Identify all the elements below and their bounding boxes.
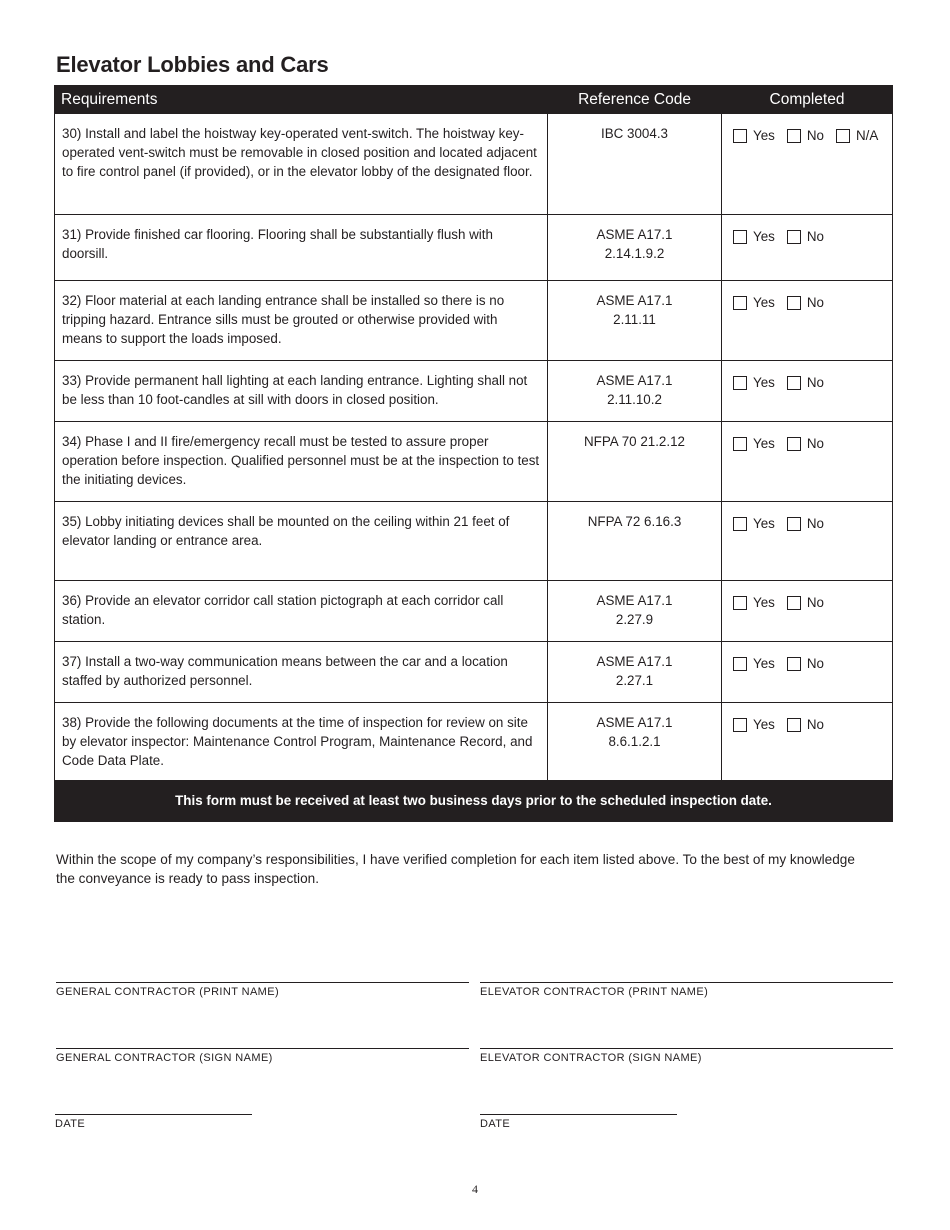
requirement-text: 30) Install and label the hoistway key-operated vent-switch. The hoistway key-operated vent-switch must be removable in closed position and located adjacent to fire control panel (if provided), or in the elevator lobby of the designated floor. <box>55 114 548 215</box>
ec-sign-name-field[interactable] <box>480 1048 893 1064</box>
requirements-body <box>55 114 893 781</box>
reference-code-line: IBC 3004.3 <box>601 126 668 141</box>
signature-line <box>480 1114 677 1115</box>
gc-sign-name-label: GENERAL CONTRACTOR (SIGN NAME) <box>56 1052 273 1064</box>
no-checkbox-option[interactable] <box>787 655 824 674</box>
table-row <box>55 703 893 781</box>
completed-options <box>722 215 893 281</box>
verification-statement: Within the scope of my company’s responsibilities, I have verified completion for each item listed above. To the best of my knowledge the conveyance is ready to pass inspection. <box>56 852 855 886</box>
reference-code <box>548 114 722 215</box>
yes-checkbox[interactable] <box>733 657 747 671</box>
reference-code-line: NFPA 72 6.16.3 <box>587 514 682 529</box>
completed-options <box>722 422 893 502</box>
no-checkbox-option[interactable] <box>787 435 824 454</box>
reference-code-line: 2.27.9 <box>615 611 654 627</box>
na-checkbox[interactable] <box>836 129 850 143</box>
ec-sign-name-label: ELEVATOR CONTRACTOR (SIGN NAME) <box>480 1052 702 1064</box>
header-completed: Completed <box>722 86 893 114</box>
no-checkbox-label: No <box>806 717 824 732</box>
no-checkbox-option[interactable] <box>787 515 824 534</box>
yes-checkbox[interactable] <box>733 517 747 531</box>
no-checkbox-label: No <box>806 436 824 451</box>
header-reference-code: Reference Code <box>548 86 722 114</box>
no-checkbox-label: No <box>806 229 824 244</box>
requirement-text: 36) Provide an elevator corridor call station pictograph at each corridor call station. <box>55 581 548 642</box>
yes-checkbox[interactable] <box>733 296 747 310</box>
completed-options <box>722 581 893 642</box>
reference-code-line: 8.6.1.2.1 <box>608 733 661 749</box>
no-checkbox[interactable] <box>787 296 801 310</box>
reference-code-line: ASME A17.1 <box>596 373 673 388</box>
reference-code <box>548 642 722 703</box>
gc-print-name-field[interactable] <box>56 982 469 998</box>
yes-checkbox[interactable] <box>733 596 747 610</box>
reference-code <box>548 422 722 502</box>
no-checkbox[interactable] <box>787 230 801 244</box>
yes-checkbox-option[interactable] <box>733 294 775 313</box>
table-row <box>55 502 893 581</box>
header-requirements: Requirements <box>55 86 548 114</box>
signature-line <box>55 1114 252 1115</box>
yes-checkbox-label: Yes <box>753 229 775 244</box>
no-checkbox-option[interactable] <box>787 228 824 247</box>
yes-checkbox-option[interactable] <box>733 374 775 393</box>
requirement-text: 38) Provide the following documents at the time of inspection for review on site by elevator inspector: Maintenance Control Program, Maintenance Record, and Code Data Plate. <box>55 703 548 781</box>
no-checkbox-option[interactable] <box>787 294 824 313</box>
no-checkbox-label: No <box>806 656 824 671</box>
reference-code-line: 2.27.1 <box>615 672 654 688</box>
reference-code <box>548 361 722 422</box>
yes-checkbox-option[interactable] <box>733 435 775 454</box>
yes-checkbox-option[interactable] <box>733 228 775 247</box>
completed-options <box>722 281 893 361</box>
requirement-text: 33) Provide permanent hall lighting at each landing entrance. Lighting shall not be less than 10 foot-candles at sill with doors in closed position. <box>55 361 548 422</box>
completed-options <box>722 502 893 581</box>
requirement-text: 31) Provide finished car flooring. Flooring shall be substantially flush with doorsill. <box>55 215 548 281</box>
no-checkbox-label: No <box>806 595 824 610</box>
requirement-text: 37) Install a two-way communication means between the car and a location staffed by authorized personnel. <box>55 642 548 703</box>
no-checkbox-label: No <box>806 128 824 143</box>
yes-checkbox[interactable] <box>733 437 747 451</box>
na-checkbox-label: N/A <box>855 128 879 143</box>
gc-print-name-label: GENERAL CONTRACTOR (PRINT NAME) <box>56 986 280 998</box>
gc-date-field[interactable] <box>55 1114 252 1130</box>
signature-line <box>56 1048 469 1049</box>
yes-checkbox-label: Yes <box>753 375 775 390</box>
ec-print-name-label: ELEVATOR CONTRACTOR (PRINT NAME) <box>480 986 709 998</box>
yes-checkbox-option[interactable] <box>733 127 775 146</box>
reference-code-line: ASME A17.1 <box>596 293 673 308</box>
completed-options <box>722 114 893 215</box>
no-checkbox[interactable] <box>787 718 801 732</box>
yes-checkbox-label: Yes <box>753 436 775 451</box>
table-row <box>55 215 893 281</box>
yes-checkbox-label: Yes <box>753 516 775 531</box>
requirement-text: 34) Phase I and II fire/emergency recall must be tested to assure proper operation before inspection. Qualified personnel must be at the inspection to test the initiating devices. <box>55 422 548 502</box>
yes-checkbox-label: Yes <box>753 656 775 671</box>
yes-checkbox-option[interactable] <box>733 594 775 613</box>
yes-checkbox-label: Yes <box>753 595 775 610</box>
signature-line <box>56 982 469 983</box>
no-checkbox[interactable] <box>787 517 801 531</box>
gc-sign-name-field[interactable] <box>56 1048 469 1064</box>
completed-options <box>722 361 893 422</box>
no-checkbox-option[interactable] <box>787 594 824 613</box>
reference-code <box>548 215 722 281</box>
reference-code <box>548 502 722 581</box>
yes-checkbox[interactable] <box>733 129 747 143</box>
no-checkbox[interactable] <box>787 596 801 610</box>
no-checkbox-option[interactable] <box>787 374 824 393</box>
reference-code <box>548 281 722 361</box>
reference-code-line: ASME A17.1 <box>596 227 673 242</box>
completed-options <box>722 642 893 703</box>
deadline-note-row <box>55 781 893 822</box>
requirement-text: 35) Lobby initiating devices shall be mounted on the ceiling within 21 feet of elevator landing or entrance area. <box>55 502 548 581</box>
reference-code-line: ASME A17.1 <box>596 715 673 730</box>
yes-checkbox[interactable] <box>733 230 747 244</box>
yes-checkbox-label: Yes <box>753 717 775 732</box>
requirements-table <box>54 85 893 822</box>
table-row <box>55 581 893 642</box>
reference-code <box>548 703 722 781</box>
ec-date-label: DATE <box>480 1118 511 1130</box>
table-header-row <box>55 86 893 114</box>
no-checkbox[interactable] <box>787 129 801 143</box>
yes-checkbox-option[interactable] <box>733 716 775 735</box>
yes-checkbox[interactable] <box>733 718 747 732</box>
yes-checkbox-label: Yes <box>753 128 775 143</box>
yes-checkbox-option[interactable] <box>733 515 775 534</box>
reference-code-line: 2.11.11 <box>613 311 656 327</box>
no-checkbox-option[interactable] <box>787 127 824 146</box>
reference-code <box>548 581 722 642</box>
no-checkbox-option[interactable] <box>787 716 824 735</box>
reference-code-line: 2.14.1.9.2 <box>604 245 665 261</box>
no-checkbox[interactable] <box>787 657 801 671</box>
no-checkbox[interactable] <box>787 376 801 390</box>
reference-code-line: 2.11.10.2 <box>607 391 662 407</box>
gc-date-label: DATE <box>55 1118 86 1130</box>
completed-options <box>722 703 893 781</box>
table-row <box>55 361 893 422</box>
ec-print-name-field[interactable] <box>480 982 893 998</box>
yes-checkbox[interactable] <box>733 376 747 390</box>
no-checkbox-label: No <box>806 295 824 310</box>
deadline-note: This form must be received at least two business days prior to the scheduled inspection date. <box>55 781 893 822</box>
reference-code-line: ASME A17.1 <box>596 654 673 669</box>
table-row <box>55 422 893 502</box>
requirement-text: 32) Floor material at each landing entrance shall be installed so there is no tripping hazard. Entrance sills must be grouted or otherwise provided with means to support the loads imposed. <box>55 281 548 361</box>
yes-checkbox-label: Yes <box>753 295 775 310</box>
no-checkbox-label: No <box>806 516 824 531</box>
no-checkbox-label: No <box>806 375 824 390</box>
no-checkbox[interactable] <box>787 437 801 451</box>
page-number: 4 <box>472 1182 478 1196</box>
reference-code-line: ASME A17.1 <box>596 593 673 608</box>
signature-line <box>480 982 893 983</box>
page-title: Elevator Lobbies and Cars <box>56 52 329 77</box>
signature-line <box>480 1048 893 1049</box>
reference-code-line: NFPA 70 21.2.12 <box>584 434 685 449</box>
table-row <box>55 114 893 215</box>
ec-date-field[interactable] <box>480 1114 677 1130</box>
table-row <box>55 642 893 703</box>
table-row <box>55 281 893 361</box>
yes-checkbox-option[interactable] <box>733 655 775 674</box>
na-checkbox-option[interactable] <box>836 127 878 146</box>
